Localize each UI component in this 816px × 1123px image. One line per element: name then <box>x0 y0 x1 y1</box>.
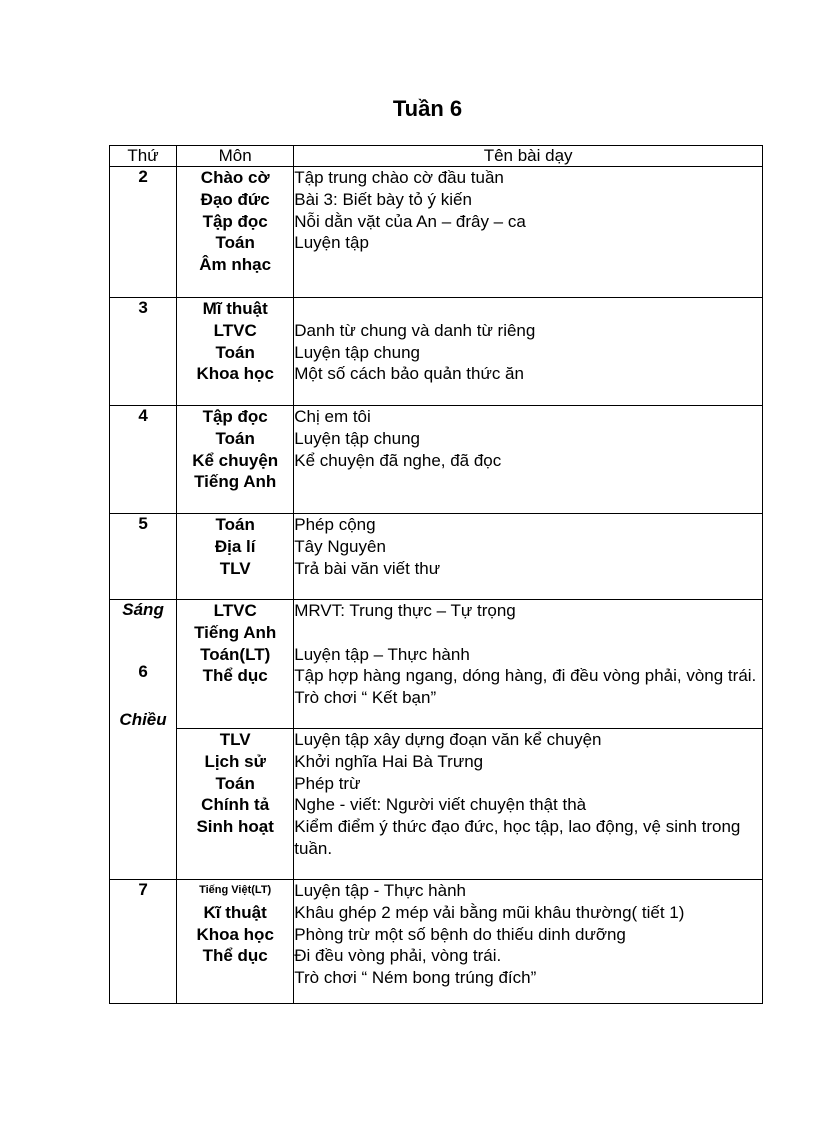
header-ten: Tên bài dạy <box>294 146 763 167</box>
lesson: MRVT: Trung thực – Tự trọng <box>294 601 516 620</box>
lesson: Một số cách bảo quản thức ăn <box>294 364 524 384</box>
subjects-day-2 <box>177 167 294 298</box>
subject: Sinh hoạt <box>196 817 274 837</box>
lesson: Tập trung chào cờ đầu tuần <box>294 168 504 187</box>
day-label-4: 4 <box>110 406 177 514</box>
lessons-day-6-afternoon <box>294 729 763 880</box>
subject: Toán <box>215 233 255 253</box>
subject: Tiếng Việt(LT) <box>199 884 272 896</box>
subject: TLV <box>219 730 251 749</box>
subjects-day-6-morning <box>177 600 294 729</box>
subject: Toán <box>215 515 255 534</box>
lesson: Phép trừ <box>294 773 361 793</box>
lesson <box>294 298 762 320</box>
day-label-6 <box>110 600 177 880</box>
lessons-day-5 <box>294 514 763 600</box>
subject: LTVC <box>213 601 257 620</box>
lesson: Đi đều vòng phải, vòng trái. <box>294 946 502 966</box>
subject: Toán(LT) <box>200 644 271 664</box>
lesson: Luyện tập chung <box>294 428 420 448</box>
subject: Tiếng Anh <box>194 472 277 492</box>
subject: Địa lí <box>214 536 256 556</box>
day-label-7: 7 <box>110 880 177 1004</box>
schedule-table <box>109 145 763 1004</box>
subject: Mĩ thuật <box>202 299 268 318</box>
subject: Đạo đức <box>200 189 270 209</box>
lesson: Khởi nghĩa Hai Bà Trưng <box>294 751 484 771</box>
table-row-day-6-afternoon <box>110 729 763 880</box>
lesson: Kể chuyện đã nghe, đã đọc <box>294 450 502 470</box>
lesson: Nghe - viết: Người viết chuyện thật thà <box>294 795 587 815</box>
subject: Toán <box>215 773 255 793</box>
subject: Lịch sử <box>204 751 266 771</box>
lesson: Trả bài văn viết thư <box>294 558 441 578</box>
subject: Âm nhạc <box>199 255 272 275</box>
lesson: Bài 3: Biết bày tỏ ý kiến <box>294 189 472 209</box>
lesson: Khâu ghép 2 mép vải bằng mũi khâu thường( tiết 1) <box>294 902 685 922</box>
lesson: Tập hợp hàng ngang, dóng hàng, đi đều vòng phải, vòng trái. Trò chơi “ Kết bạn” <box>294 666 757 708</box>
subjects-day-7 <box>177 880 294 1004</box>
subject: Chào cờ <box>200 168 270 187</box>
subject: Khoa học <box>196 364 274 384</box>
lesson <box>294 622 762 644</box>
lesson: Luyện tập <box>294 233 369 253</box>
subjects-day-5 <box>177 514 294 600</box>
subject: Tập đọc <box>202 407 268 426</box>
lessons-day-3 <box>294 298 763 406</box>
subject: Khoa học <box>196 924 274 944</box>
lesson: Luyện tập – Thực hành <box>294 644 470 664</box>
day-label-5: 5 <box>110 514 177 600</box>
lesson: Trò chơi “ Ném bong trúng đích” <box>294 968 537 988</box>
subjects-day-4 <box>177 406 294 514</box>
lesson: Chị em tôi <box>294 407 371 426</box>
day-label-3: 3 <box>110 298 177 406</box>
table-row-day-6-morning <box>110 600 763 729</box>
subject: Kĩ thuật <box>203 902 267 922</box>
subject: Thể dục <box>202 946 268 966</box>
day-number-6: 6 <box>138 662 148 681</box>
lesson: Nỗi dằn vặt của An – đrây – ca <box>294 211 526 231</box>
subject: Toán <box>215 428 255 448</box>
table-row-day-4 <box>110 406 763 514</box>
lesson: Phép cộng <box>294 515 376 534</box>
table-row-day-5 <box>110 514 763 600</box>
subject: Tiếng Anh <box>194 622 277 642</box>
subject: Toán <box>215 342 255 362</box>
subject: Tập đọc <box>202 211 268 231</box>
lessons-day-6-morning <box>294 600 763 729</box>
session-afternoon-label: Chiều <box>119 710 167 729</box>
lessons-day-2 <box>294 167 763 298</box>
lesson: Kiểm điểm ý thức đạo đức, học tập, lao động, vệ sinh trong tuần. <box>294 817 741 858</box>
subject: TLV <box>219 558 251 578</box>
table-row-day-3 <box>110 298 763 406</box>
subject: LTVC <box>213 320 257 340</box>
lesson: Luyện tập xây dựng đoạn văn kể chuyện <box>294 730 602 749</box>
lesson: Phòng trừ một số bệnh do thiếu dinh dưỡng <box>294 924 626 944</box>
lessons-day-4 <box>294 406 763 514</box>
subjects-day-6-afternoon <box>177 729 294 880</box>
subjects-day-3 <box>177 298 294 406</box>
subject: Chính tả <box>201 795 270 815</box>
table-row-day-2 <box>110 167 763 298</box>
lesson: Tây Nguyên <box>294 536 386 556</box>
subject: Kể chuyện <box>192 450 279 470</box>
session-morning-label: Sáng <box>122 600 164 619</box>
header-row <box>110 146 763 167</box>
header-mon: Môn <box>177 146 294 167</box>
table-row-day-7 <box>110 880 763 1004</box>
lesson: Luyện tập - Thực hành <box>294 881 467 900</box>
subject: Thể dục <box>202 666 268 686</box>
lesson: Luyện tập chung <box>294 342 420 362</box>
lesson: Danh từ chung và danh từ riêng <box>294 320 536 340</box>
day-label-2: 2 <box>110 167 177 298</box>
page-title: Tuần 6 <box>392 96 463 121</box>
header-thu: Thứ <box>110 146 177 167</box>
lessons-day-7 <box>294 880 763 1004</box>
